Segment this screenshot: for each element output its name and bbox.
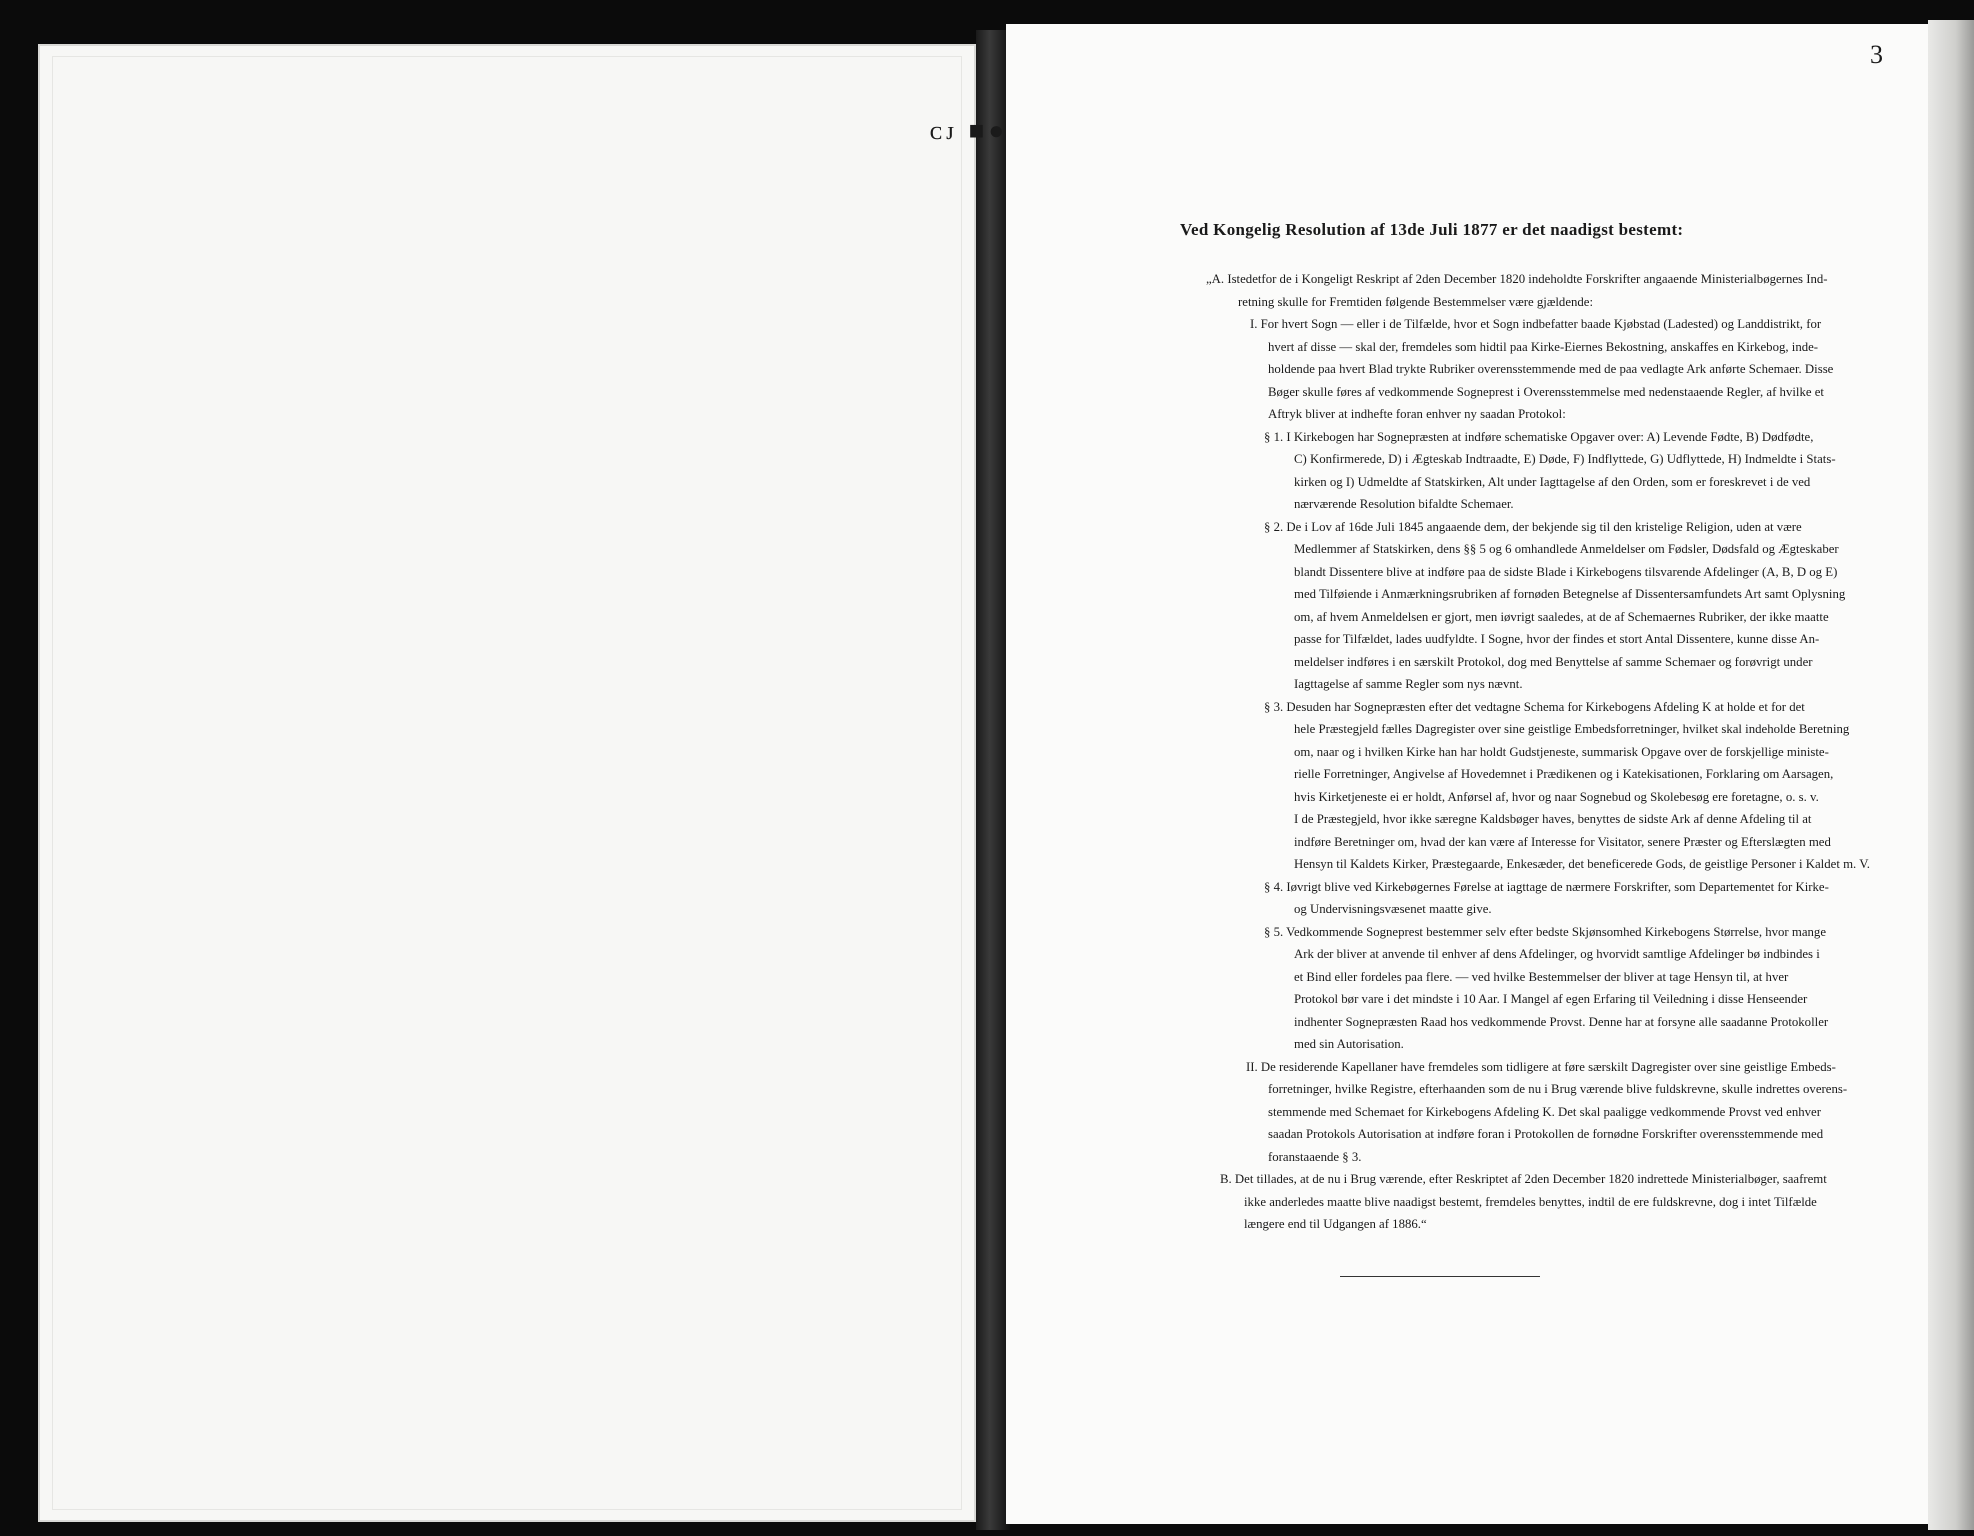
text-line: og Undervisningsvæsenet maatte give.	[1294, 902, 1492, 916]
text-line: § 2. De i Lov af 16de Juli 1845 angaaende dem, der bekjende sig til den kristelige Religion, uden at være	[1264, 519, 1802, 534]
resolution-heading: Ved Kongelig Resolution af 13de Juli 1877 er det naadigst bestemt:	[1180, 220, 1684, 239]
text-line: retning skulle for Fremtiden følgende Bestemmelser være gjældende:	[1238, 294, 1594, 309]
text-line: stemmende med Schemaet for Kirkebogens Afdeling K. Det skal paaligge vedkommende Provst ved enhver	[1268, 1104, 1821, 1119]
text-line: forretninger, hvilke Registre, efterhaanden som de nu i Brug værende blive fuldskrevne, skulle indrettes overens-	[1268, 1082, 1848, 1096]
text-line: B. Det tillades, at de nu i Brug værende, efter Reskriptet af 2den December 1820 indrettede Ministerialbøger, saafremt	[1220, 1172, 1827, 1186]
text-line: nærværende Resolution bifaldte Schemaer.	[1294, 497, 1514, 511]
text-line: Iagttagelse af samme Regler som nys nævnt.	[1294, 677, 1523, 691]
text-line: med sin Autorisation.	[1294, 1037, 1404, 1051]
left-blank-page	[38, 44, 976, 1522]
text-line: § 3. Desuden har Sognepræsten efter det vedtagne Schema for Kirkebogens Afdeling K at holde et for det	[1264, 699, 1805, 714]
text-line: Aftryk bliver at indhefte foran enhver ny saadan Protokol:	[1268, 407, 1566, 421]
text-line: kirken og I) Udmeldte af Statskirken, Alt under Iagttagelse af den Orden, som er foreskrevet i de ved	[1294, 474, 1811, 489]
text-line: et Bind eller fordeles paa flere. — ved hvilke Bestemmelser der bliver at tage Hensyn til, at hver	[1294, 969, 1789, 984]
text-line: saadan Protokols Autorisation at indføre foran i Protokollen de fornødne Forskrifter overensstemmende med	[1268, 1127, 1824, 1141]
ink-stamp: ᴄᴊ ■●	[930, 116, 1009, 145]
text-line: om, naar og i hvilken Kirke han har holdt Gudstjeneste, summarisk Opgave over de forskjellige ministe-	[1294, 744, 1829, 759]
text-line: § 4. Iøvrigt blive ved Kirkebøgernes Førelse at iagttage de nærmere Forskrifter, som Departementet for Kirke-	[1264, 879, 1829, 894]
text-line: længere end til Udgangen af 1886.“	[1244, 1217, 1427, 1231]
text-line: meldelser indføres i en særskilt Protokol, dog med Benyttelse af samme Schemaer og forøvrigt under	[1294, 654, 1813, 669]
page-edge-shadow	[1928, 20, 1974, 1530]
text-line: foranstaaende § 3.	[1268, 1149, 1362, 1164]
text-line: passe for Tilfældet, lades uudfyldte. I Sogne, hvor der findes et stort Antal Dissentere, kunne disse An-	[1294, 632, 1820, 646]
text-line: „A. Istedetfor de i Kongeligt Reskript af 2den December 1820 indeholdte Forskrifter angaaende Ministerialbøgernes Ind-	[1206, 272, 1828, 286]
text-line: blandt Dissentere blive at indføre paa de sidste Blade i Kirkebogens tilsvarende Afdelinger (A, B, D og E)	[1294, 564, 1838, 579]
text-line: Medlemmer af Statskirken, dens §§ 5 og 6 omhandlede Anmeldelser om Fødsler, Dødsfald og Ægteskaber	[1294, 542, 1839, 556]
text-line: C) Konfirmerede, D) i Ægteskab Indtraadte, E) Døde, F) Indflyttede, G) Udflyttede, H) Indmeldte i Stats-	[1294, 452, 1836, 466]
text-line: hele Præstegjeld fælles Dagregister over sine geistlige Embedsforretninger, hvilket skal indeholde Beretning	[1294, 722, 1850, 736]
text-line: Hensyn til Kaldets Kirker, Præstegaarde, Enkesæder, det beneficerede Gods, de geistlige Personer i Kaldet m. V.	[1294, 857, 1870, 871]
text-line: II. De residerende Kapellaner have fremdeles som tidligere at føre særskilt Dagregister over sine geistlige Embeds-	[1246, 1059, 1836, 1074]
text-line: rielle Forretninger, Angivelse af Hovedemnet i Prædikenen og i Katekisationen, Forklaring om Aarsagen,	[1294, 767, 1834, 781]
closing-rule	[1340, 1276, 1540, 1277]
text-line: Ark der bliver at anvende til enhver af dens Afdelinger, og hvorvidt samtlige Afdelinger bø indbindes i	[1294, 947, 1820, 961]
text-line: I de Præstegjeld, hvor ikke særegne Kaldsbøger haves, benyttes de sidste Ark af denne Afdeling til at	[1294, 812, 1812, 826]
text-line: indføre Beretninger om, hvad der kan være af Interesse for Visitator, senere Præster og Efterslægten med	[1294, 834, 1831, 849]
text-line: med Tilføiende i Anmærkningsrubriken af fornøden Betegnelse af Dissentersamfundets Art samt Oplysning	[1294, 587, 1846, 601]
book-gutter	[976, 30, 1010, 1530]
text-line: hvert af disse — skal der, fremdeles som hidtil paa Kirke-Eiernes Bekostning, anskaffes en Kirkebog, inde-	[1268, 339, 1819, 354]
text-line: hvis Kirketjeneste ei er holdt, Anførsel af, hvor og naar Sognebud og Skolebesøg ere foretagne, o. s. v.	[1294, 789, 1819, 804]
text-line: § 5. Vedkommende Sogneprest bestemmer selv efter bedste Skjønsomhed Kirkebogens Størrelse, hvor mange	[1264, 924, 1826, 939]
text-line: holdende paa hvert Blad trykte Rubriker overensstemmende med de paa vedlagte Ark anførte Schemaer. Disse	[1268, 362, 1834, 376]
text-line: indhenter Sognepræsten Raad hos vedkommende Provst. Denne har at forsyne alle saadanne Protokoller	[1294, 1014, 1829, 1029]
text-line: § 1. I Kirkebogen har Sognepræsten at indføre schematiske Opgaver over: A) Levende Fødte, B) Dødfødte,	[1264, 429, 1814, 444]
page-number: 3	[1870, 40, 1883, 69]
text-line: Bøger skulle føres af vedkommende Sogneprest i Overensstemmelse med nedenstaaende Regler, af hvilke et	[1268, 384, 1824, 399]
text-line: om, af hvem Anmeldelsen er gjort, men iøvrigt saaledes, at de af Schemaernes Rubriker, der ikke maatte	[1294, 609, 1829, 624]
text-line: ikke anderledes maatte blive naadigst bestemt, fremdeles benyttes, indtil de ere fuldskrevne, dog i intet Tilfælde	[1244, 1194, 1817, 1209]
text-line: Protokol bør vare i det mindste i 10 Aar. I Mangel af egen Erfaring til Veiledning i disse Henseender	[1294, 992, 1808, 1006]
text-line: I. For hvert Sogn — eller i de Tilfælde, hvor et Sogn indbefatter baade Kjøbstad (Ladested) og Landdistrikt, for	[1250, 317, 1822, 331]
